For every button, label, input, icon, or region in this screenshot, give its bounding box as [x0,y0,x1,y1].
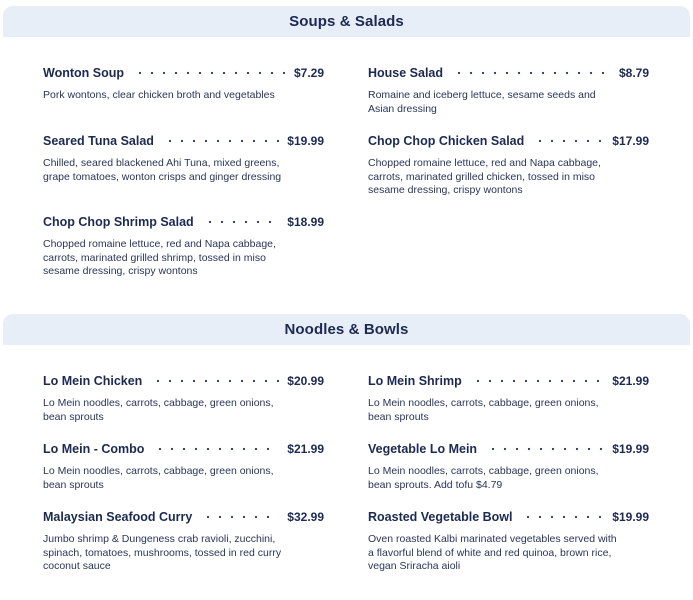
dot-leader [534,136,604,146]
dot-leader [487,444,604,454]
dot-leader [522,512,604,522]
dot-leader [134,68,286,78]
section-header-noodles-bowls [3,314,690,345]
item-description: Oven roasted Kalbi marinated vegetables served with a flavorful blend of white and red quinoa, brown rice, vegan Sriracha aioli [368,533,617,573]
item-description: Lo Mein noodles, carrots, cabbage, green onions, bean sprouts [368,397,599,423]
item-name: Seared Tuna Salad [43,134,154,148]
item-name: Chop Chop Chicken Salad [368,134,525,148]
menu-item-lo-mein-shrimp[interactable] [368,374,649,424]
menu-item-chop-chop-shrimp-salad[interactable] [43,215,324,279]
item-price: $17.99 [612,134,649,148]
item-description: Chopped romaine lettuce, red and Napa cabbage, carrots, marinated grilled chicken, tossed in miso sesame dressing, crispy wontons [368,157,601,197]
dot-leader [453,68,611,78]
dot-leader [152,376,279,386]
menu-item-house-salad[interactable] [368,66,649,116]
item-name: Lo Mein Shrimp [368,374,462,388]
item-name: Lo Mein - Combo [43,442,145,456]
item-price: $8.79 [618,66,649,80]
section-header-soups-salads [3,6,690,37]
item-description: Chopped romaine lettuce, red and Napa cabbage, carrots, marinated grilled shrimp, tossed in miso sesame dressing, crispy wontons [43,238,276,278]
menu-item-lo-mein-chicken[interactable] [43,374,324,424]
item-price: $19.99 [612,442,649,456]
menu-item-malaysian-seafood-curry[interactable] [43,510,324,574]
item-description: Pork wontons, clear chicken broth and vegetables [43,89,275,101]
dot-leader [472,376,605,386]
item-price: $18.99 [287,215,324,229]
menu-item-wonton-soup[interactable] [43,66,324,103]
item-description: Romaine and iceberg lettuce, sesame seeds and Asian dressing [368,89,596,115]
menu-item-lo-mein-combo[interactable] [43,442,324,492]
dot-leader [154,444,279,454]
item-name: Roasted Vegetable Bowl [368,510,513,524]
item-name: House Salad [368,66,444,80]
menu-item-chop-chop-chicken-salad[interactable] [368,134,649,198]
item-price: $7.29 [293,66,324,80]
item-name: Malaysian Seafood Curry [43,510,193,524]
dot-leader [202,512,279,522]
item-description: Lo Mein noodles, carrots, cabbage, green onions, bean sprouts [43,397,274,423]
item-name: Chop Chop Shrimp Salad [43,215,194,229]
item-price: $21.99 [287,442,324,456]
item-price: $32.99 [287,510,324,524]
dot-leader [164,136,279,146]
item-name: Vegetable Lo Mein [368,442,478,456]
item-price: $21.99 [612,374,649,388]
section-title: Noodles & Bowls [284,321,409,338]
menu-item-seared-tuna-salad[interactable] [43,134,324,184]
item-price: $19.99 [612,510,649,524]
item-name: Wonton Soup [43,66,124,80]
item-description: Lo Mein noodles, carrots, cabbage, green onions, bean sprouts. Add tofu $4.79 [368,465,599,491]
item-name: Lo Mein Chicken [43,374,143,388]
menu-item-roasted-vegetable-bowl[interactable] [368,510,649,574]
item-description: Jumbo shrimp & Dungeness crab ravioli, zucchini, spinach, tomatoes, mushrooms, tossed in red curry coconut sauce [43,533,282,573]
menu-item-vegetable-lo-mein[interactable] [368,442,649,492]
item-price: $20.99 [287,374,324,388]
section-title: Soups & Salads [289,13,404,30]
item-description: Chilled, seared blackened Ahi Tuna, mixed greens, grape tomatoes, wonton crisps and ginger dressing [43,157,282,183]
item-price: $19.99 [287,134,324,148]
item-description: Lo Mein noodles, carrots, cabbage, green onions, bean sprouts [43,465,274,491]
dot-leader [204,217,280,227]
